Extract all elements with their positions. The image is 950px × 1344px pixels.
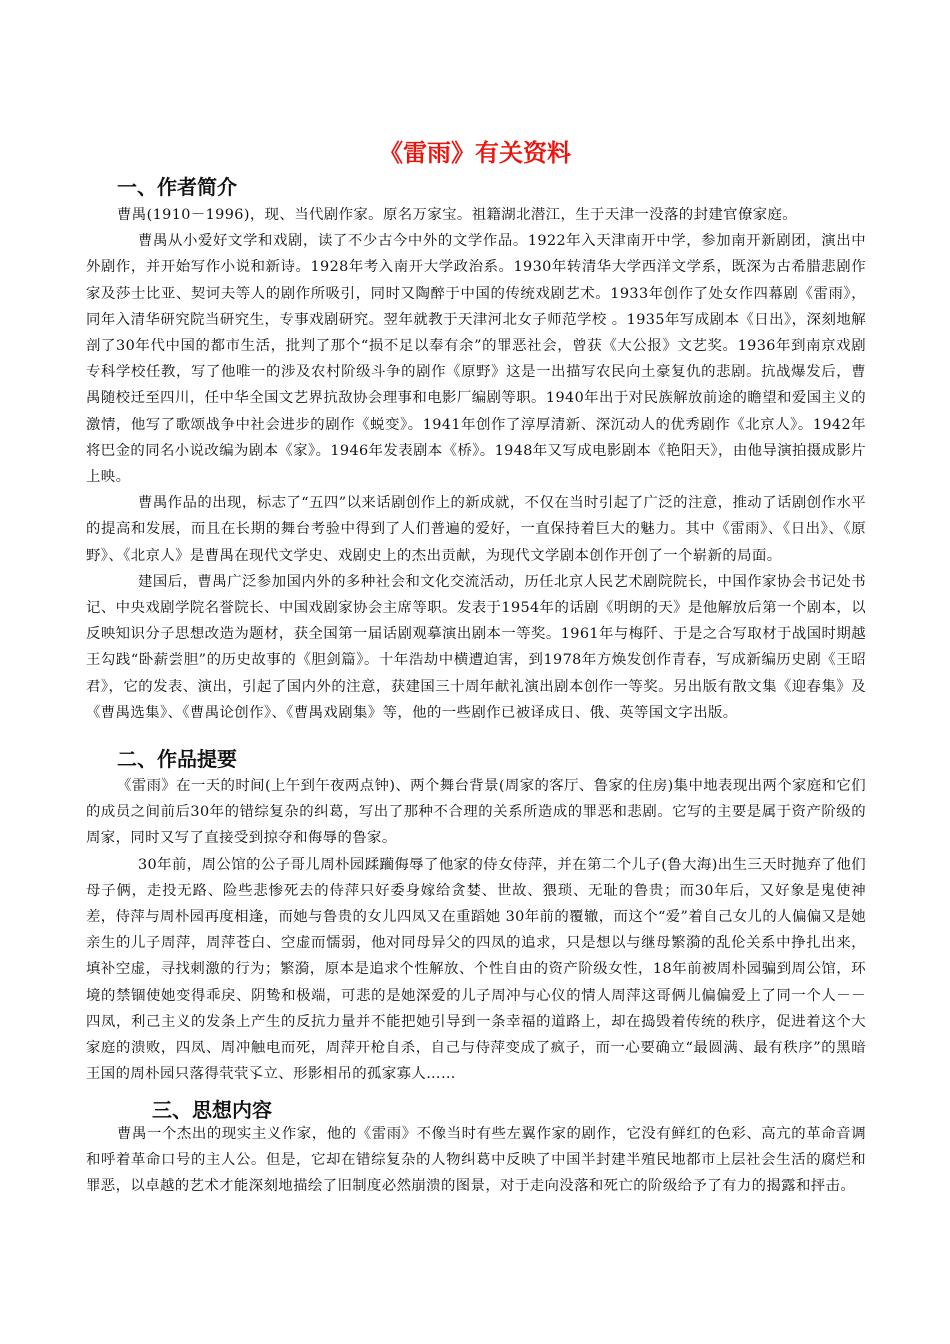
section-heading-summary: 二、作品提要 <box>117 747 237 771</box>
paragraph: 曹禺(1910－1996)，现、当代剧作家。原名万家宝。祖籍湖北潜江，生于天津一没落的封建官僚家庭。 <box>117 207 798 223</box>
paragraph: 曹禺作品的出现，标志了“五四”以来话剧创作上的新成就，不仅在当时引起了广泛的注意，推动了话剧创作水平的提高和发展，而且在长期的舞台考验中得到了人们普遍的爱好，一直保持着巨大的魅力。其中《雷雨》、《日出》、《原野》、《北京人》是曹禺在现代文学史、戏剧史上的杰出贡献，为现代文学剧本创作开创了一个崭新的局面。 <box>86 495 866 564</box>
paragraph: 《雷雨》在一天的时间(上午到午夜两点钟)、两个舞台背景(周家的客厅、鲁家的住房)集中地表现出两个家庭和它们的成员之间前后30年的错综复杂的纠葛，写出了那种不合理的关系所造成的罪恶和悲剧。它写的主要是属于资产阶级的周家，同时又写了直接受到掠夺和侮辱的鲁家。 <box>86 778 866 847</box>
paragraph: 曹禺一个杰出的现实主义作家，他的《雷雨》不像当时有些左翼作家的剧作，它没有鲜红的色彩、高亢的革命音调和呼着革命口号的主人公。但是，它却在错综复杂的人物纠葛中反映了中国半封建半殖民地都市上层社会生活的腐烂和罪恶，以卓越的艺术才能深刻地描绘了旧制度必然崩溃的图景，对于走向没落和死亡的阶级给予了有力的揭露和抨击。 <box>86 1126 866 1195</box>
paragraph: 曹禺从小爱好文学和戏剧，读了不少古今中外的文学作品。1922年入天津南开中学，参加南开新剧团，演出中外剧作，并开始写作小说和新诗。1928年考入南开大学政治系。1930年转清华大学西洋文学系，既深为古希腊悲剧作家及莎士比亚、契诃夫等人的剧作所吸引，同时又陶醉于中国的传统戏剧艺术。1933年创作了处女作四幕剧《雷雨》，同年入清华研究院当研究生，专事戏剧研究。翌年就教于天津河北女子师范学校 。1935年写成剧本《日出》，深刻地解剖了30年代中国的都市生活，批判了那个“损不足以奉有余”的罪恶社会，曾获《大公报》文艺奖。1936年到南京戏剧专科学校任教，写了他唯一的涉及农村阶级斗争的剧作《原野》这是一出描写农民向土豪复仇的悲剧。抗战爆发后，曹禺随校迁至四川，任中华全国文艺界抗敌协会理事和电影厂编剧等职。1940年出于对民族解放前途的瞻望和爱国主义的激情，他写了歌颂战争中社会进步的剧作《蜕变》。1941年创作了淳厚清新、深沉动人的优秀剧作《北京人》。1942年将巴金的同名小说改编为剧本《家》。1946年发表剧本《桥》。1948年又写成电影剧本《艳阳天》，由他导演拍摄成影片上映。 <box>86 233 866 486</box>
paragraph: 建国后，曹禺广泛参加国内外的多种社会和文化交流活动，历任北京人民艺术剧院院长，中国作家协会书记处书记、中央戏剧学院名誉院长、中国戏剧家协会主席等职。发表于1954年的话剧《明朗的天》是他解放后第一个剧本，以反映知识分子思想改造为题材，获全国第一届话剧观摹演出剧本一等奖。1961年与梅阡、于是之合写取材于战国时期越王勾践“卧薪尝胆”的历史故事的《胆剑篇》。十年浩劫中横遭迫害，到1978年方焕发创作青春，写成新编历史剧《王昭君》，它的发表、演出，引起了国内外的注意，获建国三十周年献礼演出剧本创作一等奖。另出版有散文集《迎春集》及《曹禺选集》、《曹禺论创作》、《曹禺戏剧集》等，他的一些剧作已被译成日、俄、英等国文字出版。 <box>86 573 866 721</box>
section-heading-author: 一、作者简介 <box>117 175 237 199</box>
paragraph: 30年前，周公馆的公子哥儿周朴园蹂躏侮辱了他家的侍女侍萍，并在第二个儿子(鲁大海)出生三天时抛弃了他们母子俩，走投无路、险些悲惨死去的侍萍只好委身嫁给贪婪、世故、猥琐、无耻的鲁贵；而30年后，又好象是鬼使神差，侍萍与周朴园再度相逢，而她与鲁贵的女儿四凤又在重蹈她 30年前的覆辙，而这个“爱”着自己女儿的人偏偏又是她亲生的儿子周萍，周萍苍白、空虚而懦弱，他对同母异父的四凤的追求，只是想以与继母繁漪的乱伦关系中挣扎出来，填补空虚，寻找刺激的行为；繁漪，原本是追求个性解放、个性自由的资产阶级女性，18年前被周朴园骗到周公馆，环境的禁锢使她变得乖戾、阴鸷和极端，可悲的是她深爱的儿子周冲与心仪的情人周萍这哥俩儿偏偏爱上了同一个人－－四凤，利己主义的发条上产生的反抗力量并不能把她引导到一条幸福的道路上，却在捣毁着传统的秩序，促进着这个大家庭的溃败，四凤、周冲触电而死，周萍开枪自杀，自己与侍萍变成了疯子，而一心要确立“最圆满、最有秩序”的黑暗王国的周朴园只落得茕茕孓立、形影相吊的孤家寡人…… <box>86 856 866 1083</box>
section-body-theme <box>86 1121 866 1200</box>
section-body-author <box>86 202 866 726</box>
section-body-summary <box>86 773 866 1087</box>
document-title: 《雷雨》有关资料 <box>379 139 571 167</box>
section-heading-theme: 三、思想内容 <box>152 1098 272 1122</box>
